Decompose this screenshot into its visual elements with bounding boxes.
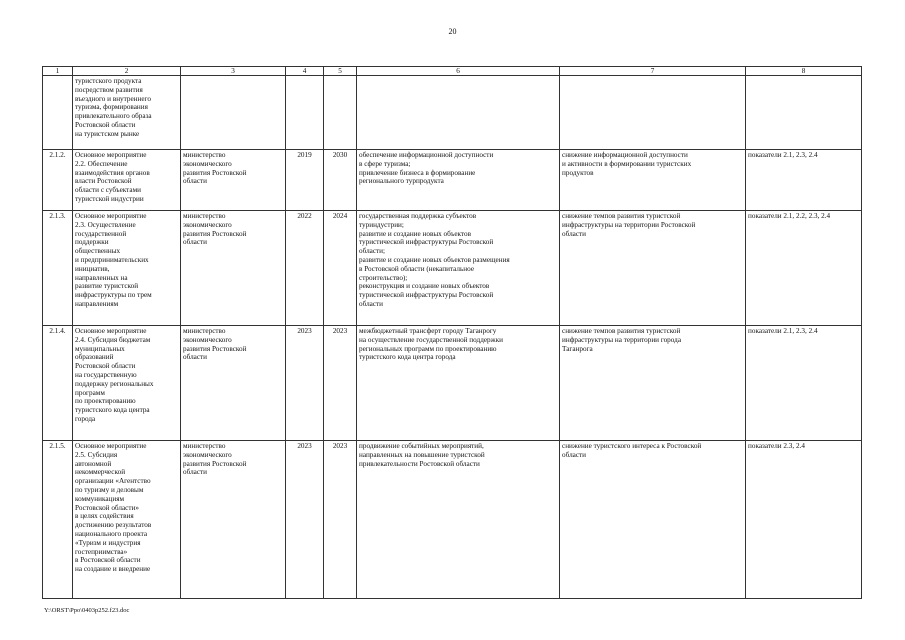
expected-result: государственная поддержка субъектов туриндустрии; развитие и создание новых объектов туристической инфраструктуры Ростовской области; развитие и создание новых объектов размещения в Ростовской области (некапитальное строительство); реконструкция и создание новых объектов туристической инфраструктуры Ростовской области <box>357 211 560 326</box>
table-row <box>43 326 862 441</box>
measure-name: туристского продукта посредством развития въездного и внутреннего туризма, формирования привлекательного образа Ростовской области на туристском рынке <box>73 76 181 150</box>
row-number <box>43 76 73 150</box>
row-number: 2.1.3. <box>43 211 73 326</box>
start-year <box>286 76 324 150</box>
non-implementation-consequence: снижение туристского интереса к Ростовской области <box>560 441 746 599</box>
executor: министерство экономического развития Ростовской области <box>181 441 286 599</box>
column-header: 6 <box>357 67 560 76</box>
measure-name: Основное мероприятие 2.5. Субсидия автономной некоммерческой организации «Агентство по туризму и деловым коммуникациям Ростовской области» в целях содействия достижению результатов национального проекта «Туризм и индустрия гостеприимства» в Ростовской области на создание и внедрение <box>73 441 181 599</box>
start-year: 2022 <box>286 211 324 326</box>
measure-name: Основное мероприятие 2.4. Субсидия бюджетам муниципальных образований Ростовской области на государственную поддержку региональных программ по проектированию туристского кода центра города <box>73 326 181 441</box>
table-row <box>43 441 862 599</box>
expected-result: обеспечение информационной доступности в сфере туризма; привлечение бизнеса в формирование регионального турпродукта <box>357 150 560 211</box>
non-implementation-consequence: снижение информационной доступности и активности в формировании туристских продуктов <box>560 150 746 211</box>
column-header: 7 <box>560 67 746 76</box>
expected-result <box>357 76 560 150</box>
row-number: 2.1.5. <box>43 441 73 599</box>
measures-table <box>42 66 862 599</box>
row-number: 2.1.2. <box>43 150 73 211</box>
executor: министерство экономического развития Ростовской области <box>181 150 286 211</box>
indicators <box>746 76 862 150</box>
non-implementation-consequence <box>560 76 746 150</box>
end-year: 2023 <box>324 441 357 599</box>
column-header: 4 <box>286 67 324 76</box>
indicators: показатели 2.1, 2.3, 2.4 <box>746 326 862 441</box>
column-header: 5 <box>324 67 357 76</box>
column-header: 1 <box>43 67 73 76</box>
table-header-row <box>43 67 862 76</box>
column-header: 8 <box>746 67 862 76</box>
column-header: 3 <box>181 67 286 76</box>
executor <box>181 76 286 150</box>
file-path-footer: Y:\ORST\Ppo\0403p252.f23.doc <box>44 607 130 614</box>
row-number: 2.1.4. <box>43 326 73 441</box>
start-year: 2023 <box>286 441 324 599</box>
indicators: показатели 2.1, 2.3, 2.4 <box>746 150 862 211</box>
table-row <box>43 211 862 326</box>
end-year <box>324 76 357 150</box>
expected-result: межбюджетный трансферт городу Таганрогу на осуществление государственной поддержки региональных программ по проектированию туристского кода центра города <box>357 326 560 441</box>
start-year: 2019 <box>286 150 324 211</box>
executor: министерство экономического развития Ростовской области <box>181 211 286 326</box>
measure-name: Основное мероприятие 2.2. Обеспечение взаимодействия органов власти Ростовской области с субъектами туристской индустрии <box>73 150 181 211</box>
page-number: 20 <box>448 27 457 36</box>
table-row <box>43 76 862 150</box>
end-year: 2024 <box>324 211 357 326</box>
end-year: 2030 <box>324 150 357 211</box>
non-implementation-consequence: снижение темпов развития туристской инфраструктуры на территории Ростовской области <box>560 211 746 326</box>
non-implementation-consequence: снижение темпов развития туристской инфраструктуры на территории города Таганрога <box>560 326 746 441</box>
measure-name: Основное мероприятие 2.3. Осуществление государственной поддержки общественных и предпринимательских инициатив, направленных на развитие туристской инфраструктуры по трем направлениям <box>73 211 181 326</box>
column-header: 2 <box>73 67 181 76</box>
indicators: показатели 2.1, 2.2, 2.3, 2.4 <box>746 211 862 326</box>
expected-result: продвижение событийных мероприятий, направленных на повышение туристской привлекательности Ростовской области <box>357 441 560 599</box>
end-year: 2023 <box>324 326 357 441</box>
table-row <box>43 150 862 211</box>
indicators: показатели 2.3, 2.4 <box>746 441 862 599</box>
executor: министерство экономического развития Ростовской области <box>181 326 286 441</box>
start-year: 2023 <box>286 326 324 441</box>
